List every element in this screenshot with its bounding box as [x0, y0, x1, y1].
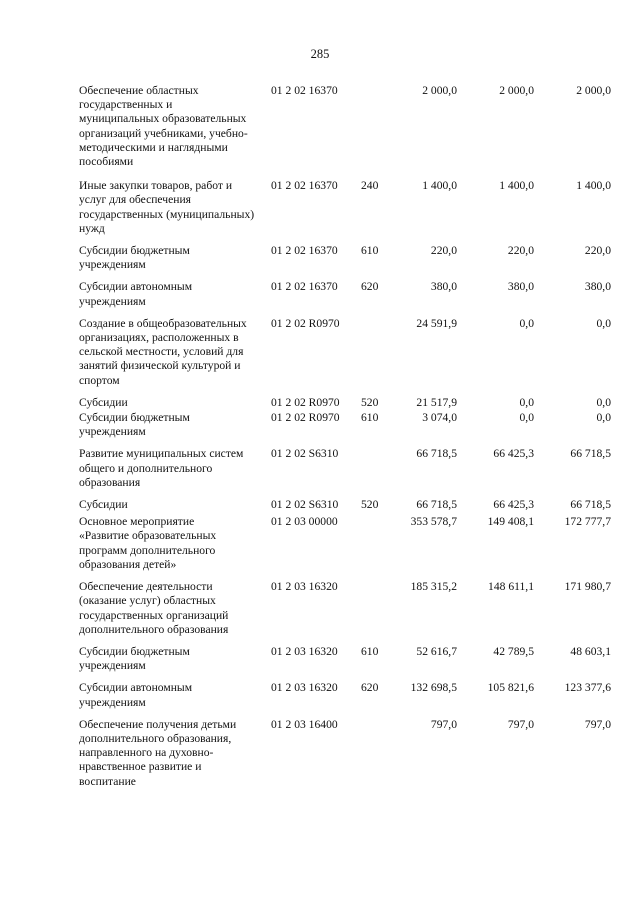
- row-value-2: 42 789,5: [493, 644, 534, 658]
- row-value-3: 66 718,5: [570, 447, 611, 461]
- table-row: [79, 280, 609, 308]
- row-value-2: 1 400,0: [499, 179, 534, 193]
- row-value-1: 220,0: [430, 244, 457, 258]
- table-row: [79, 317, 609, 388]
- row-value-1: 2 000,0: [422, 84, 457, 97]
- row-name: Создание в общеобразовательных организациях, расположенных в сельской местности, условий для занятий физической культурой и спортом: [79, 316, 247, 387]
- row-expense-type: 610: [361, 244, 379, 258]
- row-code: 01 2 02 R0970: [271, 411, 340, 425]
- row-name: Субсидии бюджетным учреждениям: [79, 411, 190, 439]
- row-value-2: 0,0: [519, 316, 534, 330]
- row-code: 01 2 02 16370: [271, 84, 338, 97]
- row-expense-type: 610: [361, 411, 379, 425]
- row-value-2: 105 821,6: [487, 681, 534, 695]
- table-row: [79, 447, 609, 490]
- row-value-3: 123 377,6: [564, 681, 611, 695]
- row-code: 01 2 03 16400: [271, 717, 338, 731]
- row-value-3: 0,0: [596, 316, 611, 330]
- budget-table: [79, 84, 609, 789]
- row-expense-type: 620: [361, 280, 379, 294]
- row-value-1: 66 718,5: [416, 498, 457, 512]
- row-value-2: 66 425,3: [493, 498, 534, 512]
- row-name: Развитие муниципальных систем общего и дополнительного образования: [79, 447, 244, 489]
- row-value-3: 171 980,7: [564, 580, 611, 594]
- row-name: Субсидии: [79, 498, 128, 512]
- table-row: [79, 411, 609, 439]
- row-code: 01 2 03 16320: [271, 681, 338, 695]
- row-value-2: 148 611,1: [488, 580, 534, 594]
- row-name: Субсидии: [79, 395, 128, 409]
- row-expense-type: 620: [361, 681, 379, 695]
- row-value-3: 380,0: [584, 280, 611, 294]
- row-value-1: 797,0: [430, 717, 457, 731]
- row-value-3: 220,0: [584, 244, 611, 258]
- row-name: Основное мероприятие «Развитие образовательных программ дополнительного образования детей»: [79, 515, 217, 571]
- row-value-1: 24 591,9: [416, 316, 457, 330]
- row-name: Обеспечение получения детьми дополнительного образования, направленного на духовно-нравственное развитие и воспитание: [79, 717, 237, 788]
- row-value-2: 797,0: [507, 717, 534, 731]
- row-value-3: 797,0: [584, 717, 611, 731]
- row-value-1: 132 698,5: [410, 681, 457, 695]
- row-expense-type: 520: [361, 395, 379, 409]
- row-value-1: 1 400,0: [422, 179, 457, 193]
- table-row: [79, 179, 609, 236]
- row-value-2: 0,0: [519, 395, 534, 409]
- row-value-2: 149 408,1: [487, 515, 534, 529]
- row-value-3: 2 000,0: [576, 84, 611, 97]
- row-value-2: 66 425,3: [493, 447, 534, 461]
- row-code: 01 2 02 R0970: [271, 395, 340, 409]
- row-name: Обеспечение областных государственных и муниципальных образовательных организаций учебниками, учебно-методическими и наглядными пособиями: [79, 84, 248, 169]
- row-code: 01 2 03 00000: [271, 515, 338, 529]
- table-row: [79, 580, 609, 637]
- row-value-2: 380,0: [507, 280, 534, 294]
- row-expense-type: 610: [361, 644, 379, 658]
- row-value-3: 1 400,0: [576, 179, 611, 193]
- row-name: Субсидии автономным учреждениям: [79, 280, 193, 308]
- table-row: [79, 681, 609, 709]
- table-row: [79, 718, 609, 789]
- row-expense-type: 520: [361, 498, 379, 512]
- row-value-2: 2 000,0: [499, 84, 534, 97]
- row-code: 01 2 03 16320: [271, 644, 338, 658]
- row-name: Субсидии бюджетным учреждениям: [79, 644, 190, 673]
- row-name: Обеспечение деятельности (оказание услуг) областных государственных организаций дополнительного образования: [79, 580, 229, 636]
- table-row: [79, 515, 609, 572]
- row-value-3: 0,0: [596, 395, 611, 409]
- row-code: 01 2 02 16370: [271, 179, 338, 193]
- row-value-2: 220,0: [507, 244, 534, 258]
- row-value-1: 3 074,0: [422, 411, 457, 425]
- table-row: [79, 498, 609, 512]
- row-value-1: 66 718,5: [416, 447, 457, 461]
- table-row: [79, 396, 609, 410]
- row-value-1: 21 517,9: [416, 395, 457, 409]
- row-code: 01 2 02 R0970: [271, 316, 340, 330]
- row-code: 01 2 02 S6310: [271, 498, 339, 512]
- row-value-1: 353 578,7: [410, 515, 457, 529]
- row-value-1: 185 315,2: [410, 580, 457, 594]
- row-value-1: 52 616,7: [416, 644, 457, 658]
- table-row: [79, 244, 609, 272]
- row-expense-type: 240: [361, 179, 379, 193]
- table-row: [79, 645, 609, 673]
- row-code: 01 2 03 16320: [271, 580, 338, 594]
- row-value-3: 66 718,5: [570, 498, 611, 512]
- row-value-1: 380,0: [430, 280, 457, 294]
- row-code: 01 2 02 16370: [271, 244, 338, 258]
- table-row: [79, 84, 609, 169]
- row-name: Субсидии автономным учреждениям: [79, 681, 193, 709]
- row-code: 01 2 02 S6310: [271, 447, 339, 461]
- row-name: Субсидии бюджетным учреждениям: [79, 244, 190, 272]
- row-code: 01 2 02 16370: [271, 280, 338, 294]
- row-value-2: 0,0: [519, 411, 534, 425]
- row-value-3: 48 603,1: [570, 644, 611, 658]
- page-number: 285: [310, 47, 330, 61]
- row-name: Иные закупки товаров, работ и услуг для обеспечения государственных (муниципальных) нужд: [79, 179, 255, 235]
- row-value-3: 172 777,7: [564, 515, 611, 529]
- row-value-3: 0,0: [596, 411, 611, 425]
